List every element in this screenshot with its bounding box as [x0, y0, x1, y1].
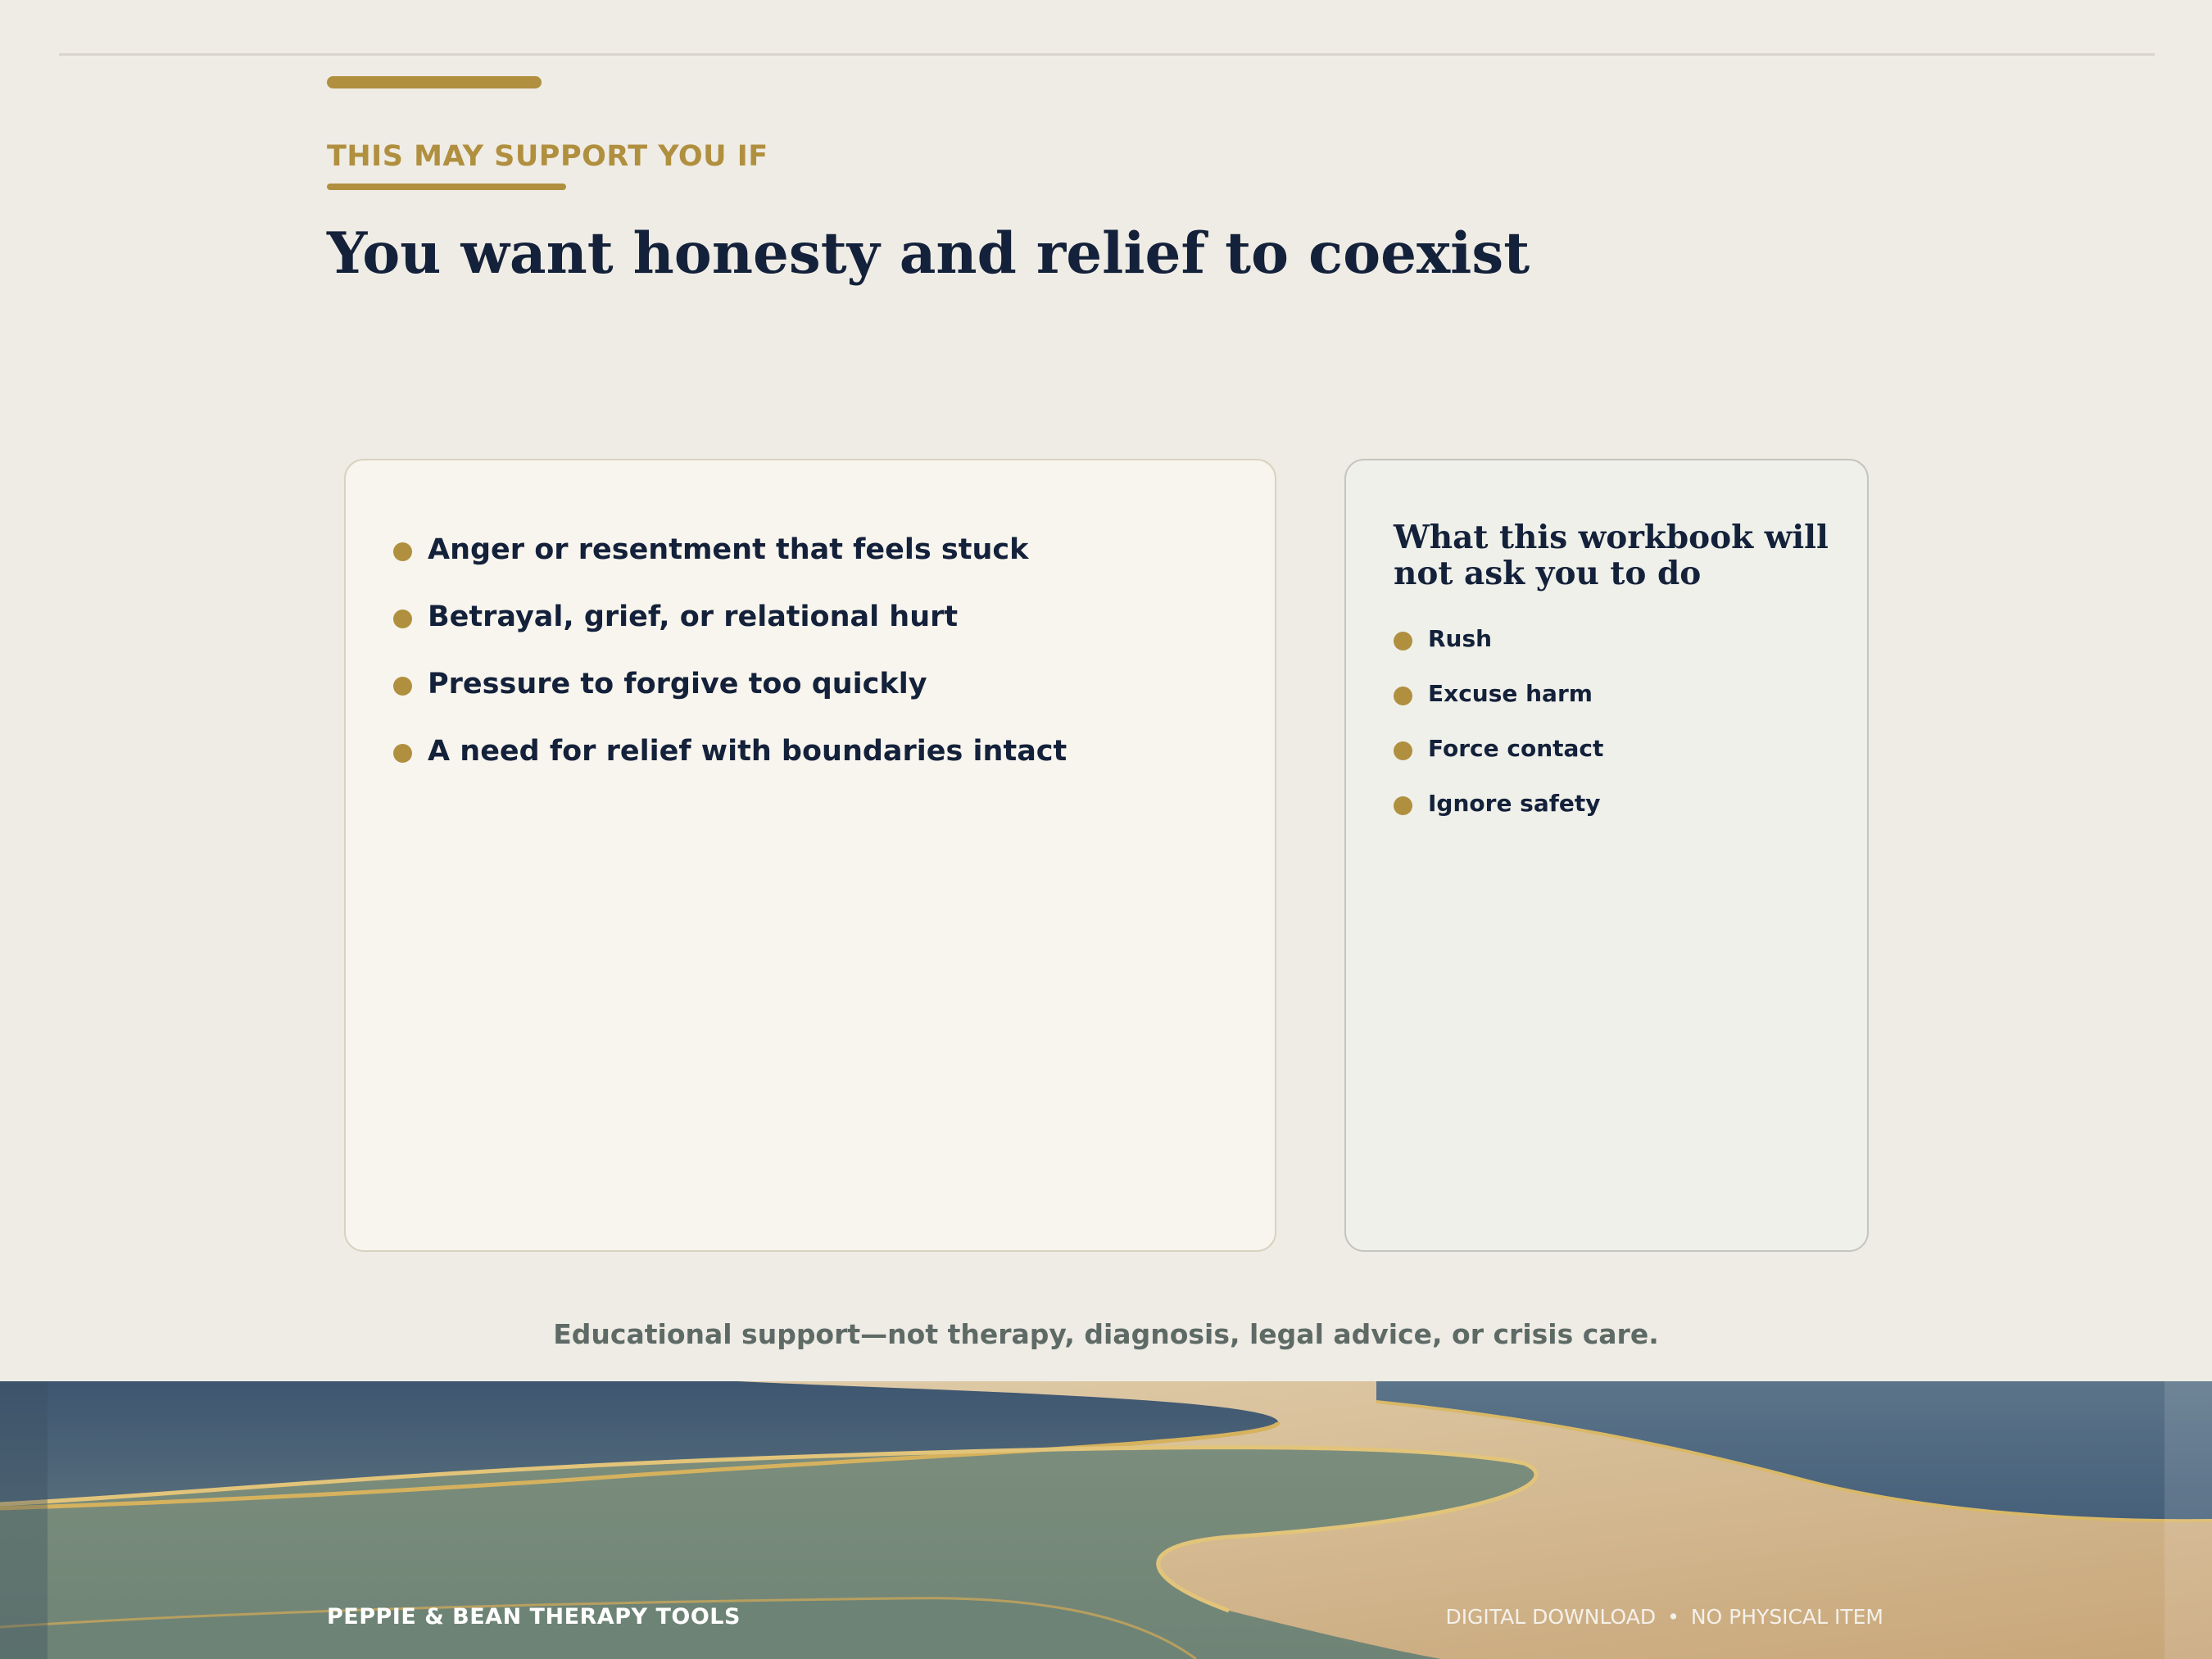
- page-title: You want honesty and relief to coexist: [327, 220, 1530, 287]
- separator-dot: •: [1667, 1605, 1679, 1629]
- list-item: [393, 593, 1067, 660]
- list-item-text: Rush: [1428, 625, 1493, 652]
- list-item-text: Betrayal, grief, or relational hurt: [428, 601, 959, 633]
- bullet-dot-icon: [1394, 687, 1412, 705]
- not-asked-list: [1394, 618, 1603, 837]
- not-asked-title: What this workbook will not ask you to do: [1394, 519, 1829, 592]
- bullet-dot-icon: [393, 744, 412, 763]
- product-format-note: [1445, 1602, 1883, 1632]
- disclaimer-text: Educational support—not therapy, diagnosis, legal advice, or crisis care.: [553, 1318, 1659, 1350]
- list-item: [1394, 782, 1603, 837]
- bullet-dot-icon: [393, 542, 412, 561]
- support-card: [344, 459, 1276, 1252]
- list-item-text: Pressure to forgive too quickly: [428, 668, 927, 700]
- bullet-dot-icon: [1394, 741, 1412, 760]
- list-item: [393, 526, 1067, 593]
- not-asked-card: [1344, 459, 1869, 1252]
- list-item-text: Anger or resentment that feels stuck: [428, 533, 1029, 566]
- support-list: [393, 526, 1067, 795]
- bullet-dot-icon: [1394, 796, 1412, 815]
- list-item: [393, 728, 1067, 795]
- format-label: DIGITAL DOWNLOAD: [1445, 1605, 1657, 1629]
- list-item: [1394, 618, 1603, 673]
- eyebrow-underline: [327, 184, 566, 190]
- section-eyebrow: THIS MAY SUPPORT YOU IF: [327, 140, 768, 173]
- list-item: [1394, 673, 1603, 728]
- list-item-text: Ignore safety: [1428, 790, 1601, 817]
- list-item-text: Force contact: [1428, 735, 1604, 762]
- list-item-text: A need for relief with boundaries intact: [428, 735, 1067, 768]
- brand-name: PEPPIE & BEAN THERAPY TOOLS: [327, 1604, 741, 1630]
- shipping-label: NO PHYSICAL ITEM: [1690, 1605, 1883, 1629]
- bullet-dot-icon: [393, 610, 412, 628]
- bullet-dot-icon: [1394, 632, 1412, 650]
- bullet-dot-icon: [393, 677, 412, 696]
- list-item: [1394, 728, 1603, 782]
- top-divider: [59, 53, 2155, 56]
- accent-bar: [327, 76, 542, 88]
- list-item: [393, 660, 1067, 728]
- list-item-text: Excuse harm: [1428, 680, 1593, 707]
